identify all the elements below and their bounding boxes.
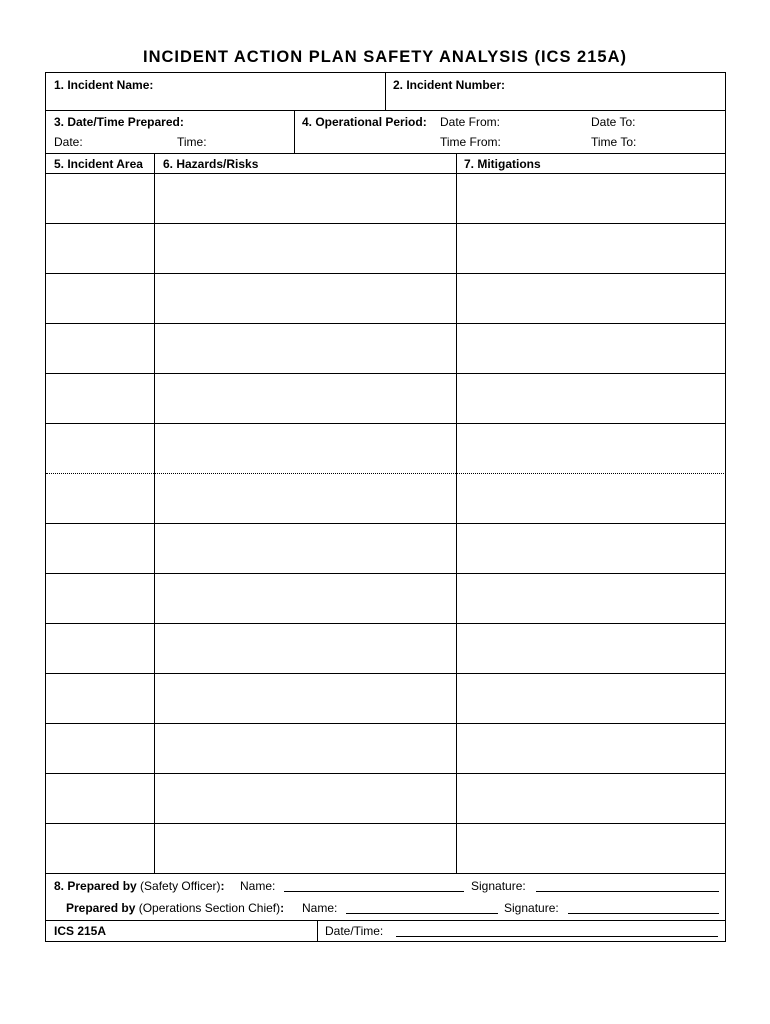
safety-officer-signature-line[interactable] (536, 891, 719, 892)
hazards-cell[interactable] (156, 623, 456, 673)
incident-area-cell[interactable] (46, 673, 154, 723)
incident-name-field[interactable] (46, 73, 385, 110)
signature-label: Signature: (504, 901, 559, 915)
time-to-label: Time To: (591, 135, 637, 149)
hazards-cell[interactable] (156, 823, 456, 873)
mitigations-cell[interactable] (458, 723, 726, 773)
incident-area-header: 5. Incident Area (54, 157, 143, 171)
table-row (46, 173, 726, 223)
hazards-cell[interactable] (156, 473, 456, 523)
colon: : (280, 901, 285, 915)
ops-chief-role: (Operations Section Chief) (135, 901, 281, 915)
incident-area-cell[interactable] (46, 473, 154, 523)
mitigations-cell[interactable] (458, 673, 726, 723)
incident-area-cell[interactable] (46, 523, 154, 573)
divider (46, 873, 726, 874)
incident-area-cell[interactable] (46, 823, 154, 873)
date-time-prepared-field[interactable] (46, 111, 294, 153)
table-row (46, 523, 726, 573)
hazards-cell[interactable] (156, 573, 456, 623)
time-from-label: Time From: (440, 135, 501, 149)
safety-officer-name-line[interactable] (284, 891, 464, 892)
name-label: Name: (302, 901, 338, 915)
hazards-cell[interactable] (156, 523, 456, 573)
mitigations-cell[interactable] (458, 523, 726, 573)
hazards-cell[interactable] (156, 423, 456, 473)
incident-area-cell[interactable] (46, 323, 154, 373)
table-row (46, 373, 726, 423)
mitigations-cell[interactable] (458, 373, 726, 423)
mitigations-cell[interactable] (458, 423, 726, 473)
mitigations-cell[interactable] (458, 223, 726, 273)
incident-number-label: 2. Incident Number: (393, 78, 506, 92)
mitigations-cell[interactable] (458, 473, 726, 523)
ops-chief-signature-line[interactable] (568, 913, 719, 914)
prepared-by-ops-chief-label (66, 901, 284, 915)
hazards-cell[interactable] (156, 323, 456, 373)
mitigations-cell[interactable] (458, 823, 726, 873)
hazards-cell[interactable] (156, 673, 456, 723)
divider (46, 153, 726, 154)
table-row (46, 223, 726, 273)
table-row (46, 273, 726, 323)
divider (317, 920, 318, 942)
form-title: INCIDENT ACTION PLAN SAFETY ANALYSIS (ICS 215A) (142, 48, 627, 66)
mitigations-header: 7. Mitigations (464, 157, 541, 171)
prepared-by-label: 8. Prepared by (54, 879, 137, 893)
incident-area-cell[interactable] (46, 423, 154, 473)
mitigations-cell[interactable] (458, 773, 726, 823)
ics-215a-form (45, 72, 726, 942)
hazards-cell[interactable] (156, 723, 456, 773)
incident-area-cell[interactable] (46, 373, 154, 423)
ops-chief-name-line[interactable] (346, 913, 498, 914)
safety-officer-role: (Safety Officer) (136, 879, 221, 893)
divider (46, 920, 726, 921)
hazards-cell[interactable] (156, 223, 456, 273)
incident-area-cell[interactable] (46, 173, 154, 223)
date-to-label: Date To: (591, 115, 636, 129)
date-from-label: Date From: (440, 115, 501, 129)
incident-area-cell[interactable] (46, 623, 154, 673)
incident-area-cell[interactable] (46, 223, 154, 273)
mitigations-cell[interactable] (458, 323, 726, 373)
incident-area-cell[interactable] (46, 773, 154, 823)
hazards-cell[interactable] (156, 173, 456, 223)
mitigations-cell[interactable] (458, 273, 726, 323)
time-prepared-label: Time: (177, 135, 207, 149)
hazards-cell[interactable] (156, 273, 456, 323)
hazards-risks-header: 6. Hazards/Risks (163, 157, 259, 171)
table-row (46, 673, 726, 723)
incident-area-cell[interactable] (46, 573, 154, 623)
incident-name-label: 1. Incident Name: (54, 78, 154, 92)
incident-area-cell[interactable] (46, 273, 154, 323)
table-row (46, 723, 726, 773)
mitigations-cell[interactable] (458, 573, 726, 623)
date-time-label: Date/Time: (325, 924, 384, 938)
table-row (46, 623, 726, 673)
date-prepared-label: Date: (54, 135, 83, 149)
form-id: ICS 215A (54, 924, 107, 938)
mitigations-cell[interactable] (458, 173, 726, 223)
table-row (46, 573, 726, 623)
colon: : (220, 879, 225, 893)
operational-period-label: 4. Operational Period: (302, 115, 427, 129)
table-row (46, 773, 726, 823)
hazards-cell[interactable] (156, 773, 456, 823)
table-row (46, 473, 726, 523)
operational-period-field[interactable] (295, 111, 726, 153)
table-row (46, 323, 726, 373)
signature-label: Signature: (471, 879, 526, 893)
prepared-by-label: Prepared by (66, 901, 136, 915)
mitigations-cell[interactable] (458, 623, 726, 673)
prepared-by-safety-officer-label (54, 879, 225, 893)
date-time-prepared-label: 3. Date/Time Prepared: (54, 115, 184, 129)
name-label: Name: (240, 879, 276, 893)
table-row (46, 823, 726, 873)
incident-area-cell[interactable] (46, 723, 154, 773)
date-time-line[interactable] (396, 936, 718, 937)
hazards-cell[interactable] (156, 373, 456, 423)
table-row (46, 423, 726, 473)
incident-number-field[interactable] (386, 73, 726, 110)
